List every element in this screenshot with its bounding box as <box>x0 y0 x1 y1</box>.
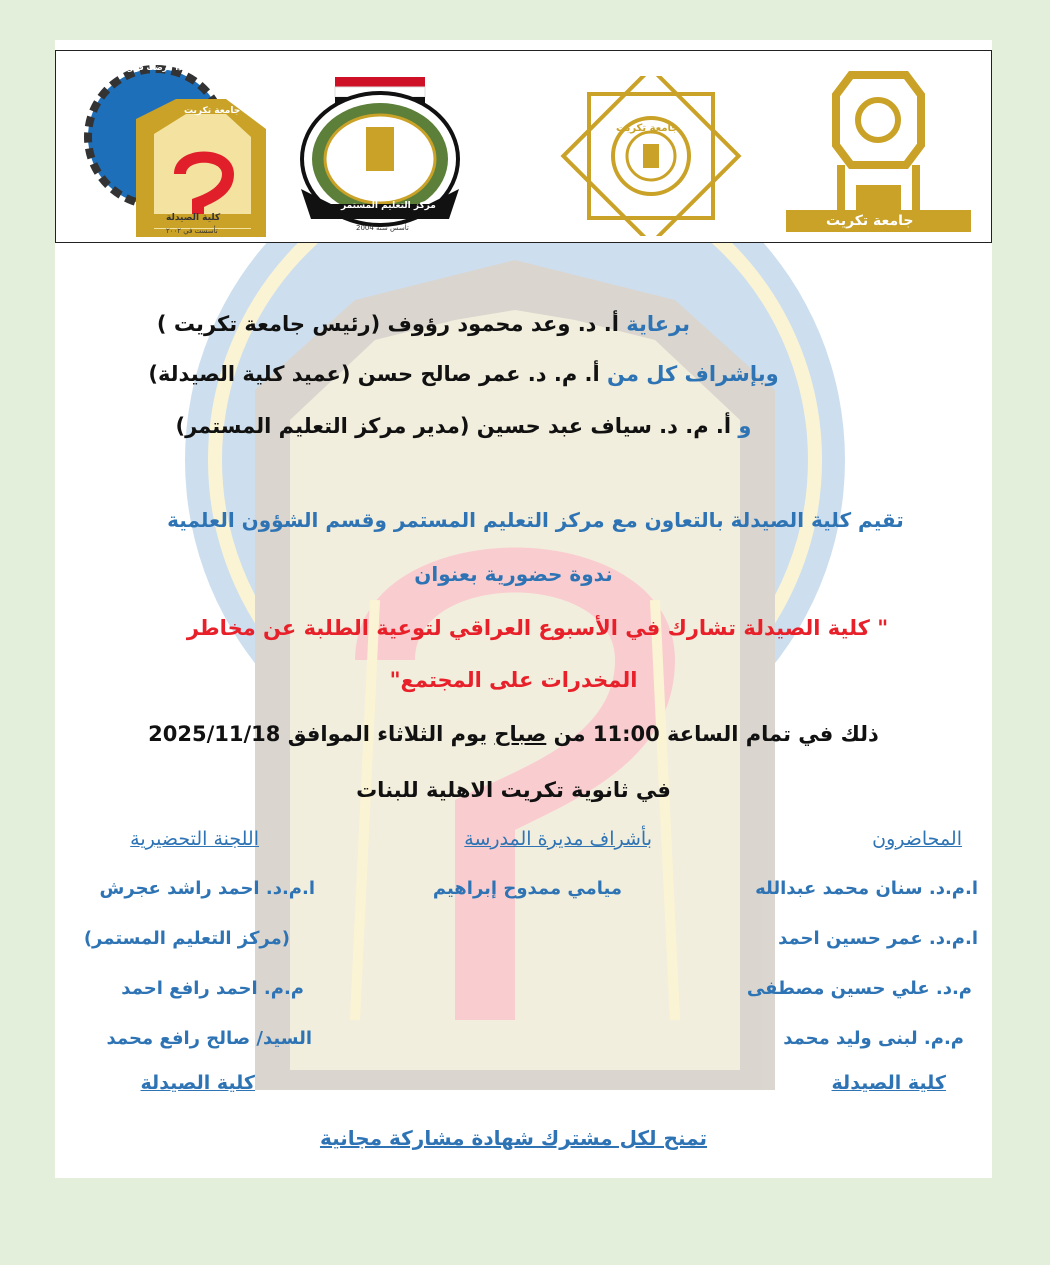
patronage-prefix-2: وبإشراف كل من <box>607 362 779 386</box>
flyer-page <box>55 40 992 1178</box>
committee-footer: كلية الصيدلة <box>140 1072 255 1094</box>
university-seal-text: جامعة تكريت <box>616 123 679 134</box>
lecturers-footer: كلية الصيدلة <box>831 1072 946 1094</box>
pharmacy-logo-arc-text: واذا مرضت فهو يشفين <box>98 63 190 72</box>
center-logo-founded: تأسس سنة 2004 <box>356 224 409 232</box>
patronage-line-1 <box>55 312 892 336</box>
center-logo-caption: مركز التعليم المستمر <box>341 201 436 211</box>
patronage-text-1: أ. د. وعد محمود رؤوف (رئيس جامعة تكريت ) <box>156 312 619 336</box>
lecturers-header: المحاضرون <box>872 828 962 850</box>
supervision-header: بأشراف مديرة المدرسة <box>464 828 652 850</box>
committee-header: اللجنة التحضيرية <box>130 828 259 850</box>
committee-member-3: السيد/ صالح رافع محمد <box>106 1028 312 1049</box>
venue-line: في ثانوية تكريت الاهلية للبنات <box>356 778 671 802</box>
lecturer-3: م.د. علي حسين مصطفى <box>746 978 972 999</box>
patronage-text-2: أ. م. د. عمر صالح حسن (عميد كلية الصيدلة) <box>148 362 600 386</box>
patronage-prefix-1: برعاية <box>626 312 691 336</box>
committee-member-2: م.م. احمد رافع احمد <box>121 978 304 999</box>
certificate-note: تمنح لكل مشترك شهادة مشاركة مجانية <box>319 1126 708 1150</box>
lecturer-2: ا.م.د. عمر حسين احمد <box>778 928 978 949</box>
patronage-text-3: أ. م. د. سياف عبد حسين (مدير مركز التعليم المستمر) <box>175 414 732 438</box>
schedule-time: ذلك في تمام الساعة 11:00 من <box>553 722 879 746</box>
seminar-title-line-2: المخدرات على المجتمع" <box>389 668 638 692</box>
committee-member-1: ا.م.د. احمد راشد عجرش <box>99 878 315 899</box>
tikrit-logo-text: جامعة تكريت <box>826 213 914 229</box>
patronage-prefix-3: و <box>738 414 752 438</box>
continuing-education-logo-icon <box>291 69 469 239</box>
logo-bar <box>55 50 992 243</box>
patronage-line-3 <box>55 414 932 438</box>
supervision-name: ميامي ممدوح إبراهيم <box>432 878 622 899</box>
lecturer-4: م.م. لبنى وليد محمد <box>783 1028 964 1049</box>
intro-line-2: ندوة حضورية بعنوان <box>414 562 613 586</box>
pharmacy-logo-college-text: كلية الصيدلة <box>166 213 221 223</box>
pharmacy-logo-university-text: جامعة تكريت <box>184 106 241 116</box>
lecturer-1: ا.م.د. سنان محمد عبدالله <box>755 878 978 899</box>
schedule-line <box>55 722 982 746</box>
university-seal-icon <box>551 76 751 236</box>
intro-line-1: تقيم كلية الصيدلة بالتعاون مع مركز التعليم المستمر وقسم الشؤون العلمية <box>167 508 904 532</box>
schedule-date: يوم الثلاثاء الموافق 2025/11/18 <box>148 722 488 746</box>
schedule-morning: صباح <box>494 722 547 746</box>
seminar-title-line-1: " كلية الصيدلة تشارك في الأسبوع العراقي لتوعية الطلبة عن مخاطر <box>186 616 889 640</box>
patronage-line-2 <box>55 362 932 386</box>
committee-member-1-affiliation: (مركز التعليم المستمر) <box>83 928 290 949</box>
pharmacy-logo-founded-text: تأسست في ٢٠٠٢ <box>166 227 218 235</box>
pharmacy-college-logo-icon <box>76 59 276 237</box>
